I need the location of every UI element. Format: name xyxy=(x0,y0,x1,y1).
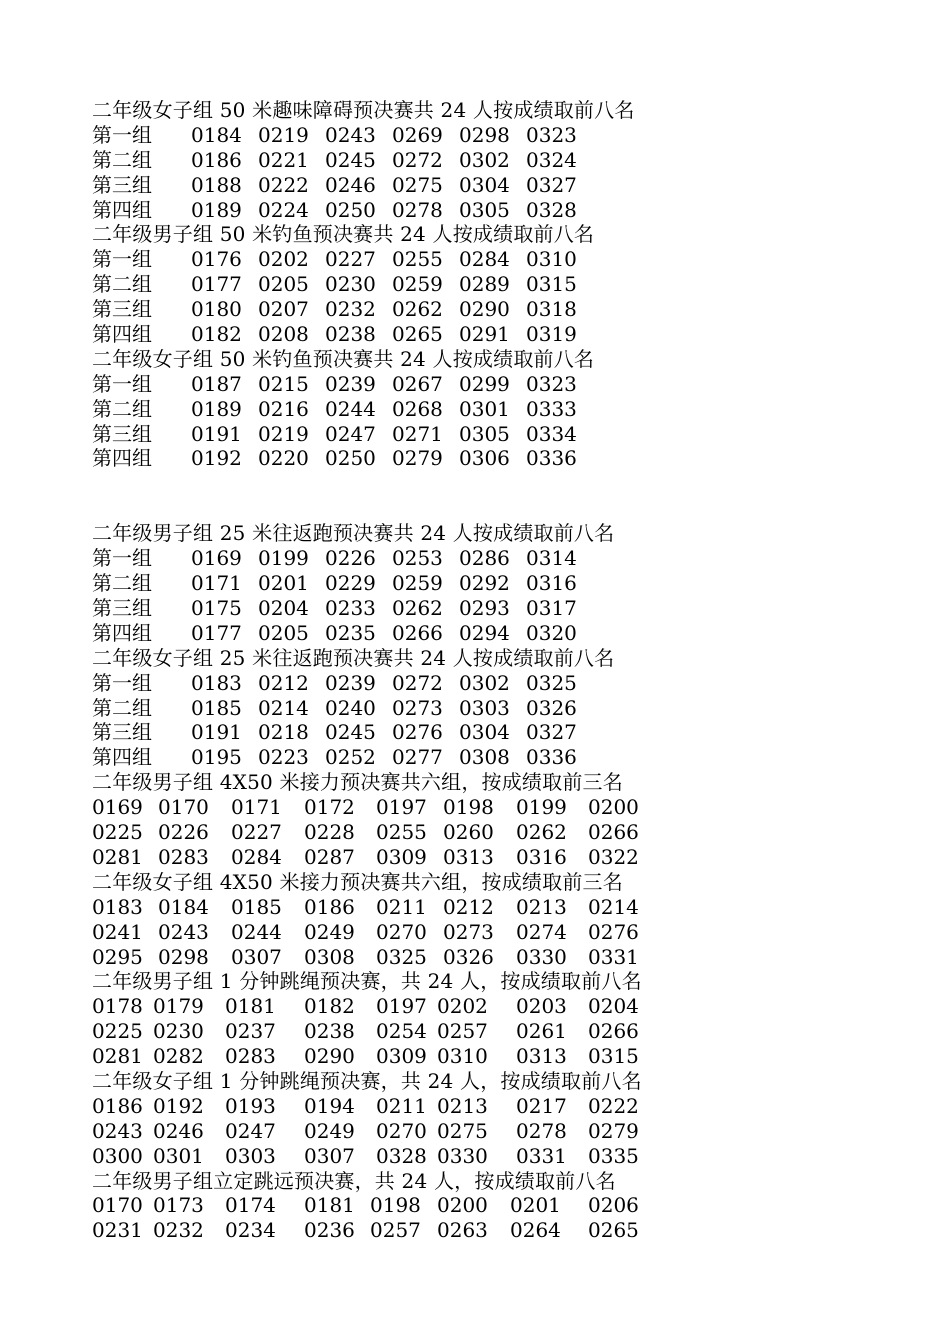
entry-row xyxy=(92,1144,912,1169)
athlete-number: 0177 xyxy=(191,620,242,645)
athlete-number: 0330 xyxy=(516,944,567,969)
athlete-number: 0330 xyxy=(437,1143,488,1168)
athlete-number: 0232 xyxy=(153,1218,204,1243)
athlete-number: 0290 xyxy=(304,1044,355,1069)
event-title: 二年级男子组 50 米钓鱼预决赛共 24 人按成绩取前八名 xyxy=(92,222,595,247)
athlete-number: 0208 xyxy=(258,322,309,347)
athlete-number: 0202 xyxy=(437,994,488,1019)
entry-row xyxy=(92,895,912,920)
athlete-number: 0232 xyxy=(325,297,376,322)
athlete-number: 0331 xyxy=(588,944,639,969)
athlete-number: 0178 xyxy=(92,994,143,1019)
athlete-number: 0240 xyxy=(325,695,376,720)
athlete-number: 0219 xyxy=(258,122,309,147)
athlete-number: 0291 xyxy=(459,322,510,347)
athlete-number: 0226 xyxy=(158,820,209,845)
athlete-number: 0253 xyxy=(392,546,443,571)
athlete-number: 0211 xyxy=(376,894,427,919)
entry-row xyxy=(92,198,912,223)
athlete-number: 0223 xyxy=(258,745,309,770)
athlete-number: 0333 xyxy=(526,396,577,421)
athlete-number: 0278 xyxy=(392,197,443,222)
athlete-number: 0201 xyxy=(258,571,309,596)
athlete-number: 0247 xyxy=(225,1118,276,1143)
athlete-number: 0317 xyxy=(526,596,577,621)
athlete-number: 0206 xyxy=(588,1193,639,1218)
athlete-number: 0274 xyxy=(516,919,567,944)
athlete-number: 0250 xyxy=(325,197,376,222)
athlete-number: 0176 xyxy=(191,247,242,272)
event-title: 二年级男子组 25 米往返跑预决赛共 24 人按成绩取前八名 xyxy=(92,521,615,546)
group-label: 第二组 xyxy=(92,571,152,596)
athlete-number: 0194 xyxy=(304,1093,355,1118)
group-label: 第四组 xyxy=(92,745,152,770)
athlete-number: 0186 xyxy=(92,1093,143,1118)
event-title: 二年级男子组立定跳远预决赛，共 24 人，按成绩取前八名 xyxy=(92,1168,616,1193)
athlete-number: 0227 xyxy=(325,247,376,272)
group-label: 第一组 xyxy=(92,371,152,396)
athlete-number: 0307 xyxy=(231,944,282,969)
event-title: 二年级女子组 50 米趣味障碍预决赛共 24 人按成绩取前八名 xyxy=(92,98,635,122)
athlete-number: 0204 xyxy=(588,994,639,1019)
athlete-number: 0228 xyxy=(304,820,355,845)
athlete-number: 0187 xyxy=(191,371,242,396)
athlete-number: 0304 xyxy=(459,720,510,745)
athlete-number: 0306 xyxy=(459,446,510,471)
entry-row xyxy=(92,422,912,447)
entry-row xyxy=(92,546,912,571)
entry-row xyxy=(92,845,912,870)
group-label: 第四组 xyxy=(92,322,152,347)
athlete-number: 0211 xyxy=(376,1093,427,1118)
athlete-number: 0272 xyxy=(392,147,443,172)
athlete-number: 0318 xyxy=(526,297,577,322)
athlete-number: 0212 xyxy=(258,670,309,695)
athlete-number: 0326 xyxy=(526,695,577,720)
athlete-number: 0217 xyxy=(516,1093,567,1118)
athlete-number: 0283 xyxy=(225,1044,276,1069)
athlete-number: 0179 xyxy=(153,994,204,1019)
athlete-number: 0254 xyxy=(376,1019,427,1044)
athlete-number: 0246 xyxy=(325,172,376,197)
athlete-number: 0191 xyxy=(191,421,242,446)
athlete-number: 0276 xyxy=(392,720,443,745)
event-title: 二年级女子组 50 米钓鱼预决赛共 24 人按成绩取前八名 xyxy=(92,346,595,371)
athlete-number: 0259 xyxy=(392,571,443,596)
athlete-number: 0284 xyxy=(459,247,510,272)
athlete-number: 0238 xyxy=(325,322,376,347)
athlete-number: 0244 xyxy=(231,919,282,944)
athlete-number: 0281 xyxy=(92,1044,143,1069)
athlete-number: 0336 xyxy=(526,446,577,471)
athlete-number: 0266 xyxy=(392,620,443,645)
athlete-number: 0177 xyxy=(191,272,242,297)
athlete-number: 0276 xyxy=(588,919,639,944)
athlete-number: 0229 xyxy=(325,571,376,596)
athlete-number: 0212 xyxy=(443,894,494,919)
athlete-number: 0174 xyxy=(225,1193,276,1218)
entry-row xyxy=(92,272,912,297)
athlete-number: 0238 xyxy=(304,1019,355,1044)
athlete-number: 0309 xyxy=(376,1044,427,1069)
athlete-number: 0301 xyxy=(459,396,510,421)
athlete-number: 0275 xyxy=(392,172,443,197)
athlete-number: 0255 xyxy=(392,247,443,272)
athlete-number: 0313 xyxy=(443,844,494,869)
athlete-number: 0197 xyxy=(376,994,427,1019)
athlete-number: 0245 xyxy=(325,720,376,745)
athlete-number: 0328 xyxy=(526,197,577,222)
athlete-number: 0175 xyxy=(191,596,242,621)
group-label: 第二组 xyxy=(92,147,152,172)
athlete-number: 0233 xyxy=(325,596,376,621)
athlete-number: 0205 xyxy=(258,272,309,297)
athlete-number: 0298 xyxy=(459,122,510,147)
athlete-number: 0326 xyxy=(443,944,494,969)
athlete-number: 0323 xyxy=(526,371,577,396)
athlete-number: 0325 xyxy=(526,670,577,695)
athlete-number: 0182 xyxy=(191,322,242,347)
athlete-number: 0171 xyxy=(191,571,242,596)
entry-row xyxy=(92,372,912,397)
athlete-number: 0308 xyxy=(304,944,355,969)
group-label: 第三组 xyxy=(92,421,152,446)
athlete-number: 0313 xyxy=(516,1044,567,1069)
athlete-number: 0200 xyxy=(437,1193,488,1218)
athlete-number: 0278 xyxy=(516,1118,567,1143)
athlete-number: 0195 xyxy=(191,745,242,770)
athlete-number: 0221 xyxy=(258,147,309,172)
athlete-number: 0199 xyxy=(516,795,567,820)
athlete-number: 0257 xyxy=(437,1019,488,1044)
athlete-number: 0186 xyxy=(191,147,242,172)
athlete-number: 0169 xyxy=(92,795,143,820)
athlete-number: 0264 xyxy=(510,1218,561,1243)
athlete-number: 0180 xyxy=(191,297,242,322)
athlete-number: 0325 xyxy=(376,944,427,969)
athlete-number: 0203 xyxy=(516,994,567,1019)
athlete-number: 0261 xyxy=(516,1019,567,1044)
entry-row xyxy=(92,720,912,745)
athlete-number: 0282 xyxy=(153,1044,204,1069)
entry-row xyxy=(92,671,912,696)
athlete-number: 0216 xyxy=(258,396,309,421)
athlete-number: 0270 xyxy=(376,1118,427,1143)
group-label: 第二组 xyxy=(92,396,152,421)
athlete-number: 0294 xyxy=(459,620,510,645)
athlete-number: 0260 xyxy=(443,820,494,845)
athlete-number: 0275 xyxy=(437,1118,488,1143)
athlete-number: 0302 xyxy=(459,670,510,695)
group-label: 第一组 xyxy=(92,546,152,571)
athlete-number: 0245 xyxy=(325,147,376,172)
entry-row xyxy=(92,297,912,322)
athlete-number: 0266 xyxy=(588,820,639,845)
group-label: 第二组 xyxy=(92,272,152,297)
athlete-number: 0295 xyxy=(92,944,143,969)
athlete-number: 0277 xyxy=(392,745,443,770)
athlete-number: 0331 xyxy=(516,1143,567,1168)
event-title: 二年级女子组 25 米往返跑预决赛共 24 人按成绩取前八名 xyxy=(92,645,615,670)
group-label: 第四组 xyxy=(92,620,152,645)
athlete-number: 0244 xyxy=(325,396,376,421)
athlete-number: 0189 xyxy=(191,396,242,421)
athlete-number: 0184 xyxy=(158,894,209,919)
event-title: 二年级女子组 1 分钟跳绳预决赛，共 24 人，按成绩取前八名 xyxy=(92,1068,642,1093)
athlete-number: 0184 xyxy=(191,122,242,147)
entry-row xyxy=(92,1193,912,1218)
entry-row xyxy=(92,247,912,272)
group-label: 第一组 xyxy=(92,670,152,695)
athlete-number: 0188 xyxy=(191,172,242,197)
athlete-number: 0303 xyxy=(225,1143,276,1168)
athlete-number: 0170 xyxy=(92,1193,143,1218)
athlete-number: 0293 xyxy=(459,596,510,621)
athlete-number: 0268 xyxy=(392,396,443,421)
athlete-number: 0257 xyxy=(370,1218,421,1243)
athlete-number: 0243 xyxy=(92,1118,143,1143)
athlete-number: 0201 xyxy=(510,1193,561,1218)
athlete-number: 0227 xyxy=(231,820,282,845)
athlete-number: 0310 xyxy=(437,1044,488,1069)
group-label: 第三组 xyxy=(92,172,152,197)
athlete-number: 0230 xyxy=(325,272,376,297)
athlete-number: 0249 xyxy=(304,919,355,944)
athlete-number: 0255 xyxy=(376,820,427,845)
athlete-number: 0287 xyxy=(304,844,355,869)
athlete-number: 0183 xyxy=(92,894,143,919)
athlete-number: 0301 xyxy=(153,1143,204,1168)
entry-row xyxy=(92,1094,912,1119)
athlete-number: 0198 xyxy=(443,795,494,820)
entry-row xyxy=(92,446,912,471)
athlete-number: 0316 xyxy=(516,844,567,869)
athlete-number: 0262 xyxy=(516,820,567,845)
group-label: 第三组 xyxy=(92,297,152,322)
entry-row xyxy=(92,397,912,422)
athlete-number: 0262 xyxy=(392,297,443,322)
athlete-number: 0222 xyxy=(258,172,309,197)
athlete-number: 0222 xyxy=(588,1093,639,1118)
athlete-number: 0237 xyxy=(225,1019,276,1044)
athlete-number: 0193 xyxy=(225,1093,276,1118)
athlete-number: 0262 xyxy=(392,596,443,621)
athlete-number: 0214 xyxy=(588,894,639,919)
athlete-number: 0243 xyxy=(158,919,209,944)
athlete-number: 0267 xyxy=(392,371,443,396)
athlete-number: 0225 xyxy=(92,820,143,845)
athlete-number: 0298 xyxy=(158,944,209,969)
athlete-number: 0270 xyxy=(376,919,427,944)
athlete-number: 0308 xyxy=(459,745,510,770)
athlete-number: 0271 xyxy=(392,421,443,446)
athlete-number: 0170 xyxy=(158,795,209,820)
athlete-number: 0215 xyxy=(258,371,309,396)
entry-row xyxy=(92,148,912,173)
athlete-number: 0230 xyxy=(153,1019,204,1044)
athlete-number: 0183 xyxy=(191,670,242,695)
athlete-number: 0198 xyxy=(370,1193,421,1218)
athlete-number: 0197 xyxy=(376,795,427,820)
athlete-number: 0279 xyxy=(588,1118,639,1143)
athlete-number: 0181 xyxy=(304,1193,355,1218)
athlete-number: 0304 xyxy=(459,172,510,197)
athlete-number: 0289 xyxy=(459,272,510,297)
athlete-number: 0328 xyxy=(376,1143,427,1168)
athlete-number: 0269 xyxy=(392,122,443,147)
entry-row xyxy=(92,820,912,845)
athlete-number: 0225 xyxy=(92,1019,143,1044)
athlete-number: 0226 xyxy=(325,546,376,571)
athlete-number: 0231 xyxy=(92,1218,143,1243)
entry-row xyxy=(92,1019,912,1044)
athlete-number: 0239 xyxy=(325,670,376,695)
athlete-number: 0319 xyxy=(526,322,577,347)
athlete-number: 0241 xyxy=(92,919,143,944)
athlete-number: 0283 xyxy=(158,844,209,869)
athlete-number: 0239 xyxy=(325,371,376,396)
entry-row xyxy=(92,123,912,148)
event-title: 二年级女子组 4X50 米接力预决赛共六组，按成绩取前三名 xyxy=(92,869,623,894)
athlete-number: 0234 xyxy=(225,1218,276,1243)
athlete-number: 0199 xyxy=(258,546,309,571)
athlete-number: 0305 xyxy=(459,197,510,222)
athlete-number: 0181 xyxy=(225,994,276,1019)
athlete-number: 0171 xyxy=(231,795,282,820)
athlete-number: 0315 xyxy=(526,272,577,297)
athlete-number: 0316 xyxy=(526,571,577,596)
athlete-number: 0272 xyxy=(392,670,443,695)
document-body xyxy=(92,98,912,1243)
athlete-number: 0235 xyxy=(325,620,376,645)
entry-row xyxy=(92,945,912,970)
entry-row xyxy=(92,1218,912,1243)
athlete-number: 0265 xyxy=(392,322,443,347)
group-label: 第三组 xyxy=(92,720,152,745)
athlete-number: 0191 xyxy=(191,720,242,745)
athlete-number: 0263 xyxy=(437,1218,488,1243)
entry-row xyxy=(92,920,912,945)
athlete-number: 0249 xyxy=(304,1118,355,1143)
athlete-number: 0324 xyxy=(526,147,577,172)
athlete-number: 0204 xyxy=(258,596,309,621)
entry-row xyxy=(92,621,912,646)
athlete-number: 0305 xyxy=(459,421,510,446)
athlete-number: 0336 xyxy=(526,745,577,770)
athlete-number: 0186 xyxy=(304,894,355,919)
entry-row xyxy=(92,596,912,621)
athlete-number: 0302 xyxy=(459,147,510,172)
athlete-number: 0265 xyxy=(588,1218,639,1243)
athlete-number: 0189 xyxy=(191,197,242,222)
athlete-number: 0309 xyxy=(376,844,427,869)
entry-row xyxy=(92,745,912,770)
athlete-number: 0214 xyxy=(258,695,309,720)
entry-row xyxy=(92,173,912,198)
athlete-number: 0252 xyxy=(325,745,376,770)
athlete-number: 0327 xyxy=(526,172,577,197)
athlete-number: 0182 xyxy=(304,994,355,1019)
athlete-number: 0299 xyxy=(459,371,510,396)
athlete-number: 0284 xyxy=(231,844,282,869)
athlete-number: 0314 xyxy=(526,546,577,571)
athlete-number: 0250 xyxy=(325,446,376,471)
entry-row xyxy=(92,994,912,1019)
athlete-number: 0310 xyxy=(526,247,577,272)
athlete-number: 0292 xyxy=(459,571,510,596)
athlete-number: 0290 xyxy=(459,297,510,322)
athlete-number: 0327 xyxy=(526,720,577,745)
group-label: 第四组 xyxy=(92,197,152,222)
event-title: 二年级男子组 4X50 米接力预决赛共六组，按成绩取前三名 xyxy=(92,770,623,795)
athlete-number: 0307 xyxy=(304,1143,355,1168)
entry-row xyxy=(92,1044,912,1069)
group-label: 第一组 xyxy=(92,122,152,147)
group-label: 第一组 xyxy=(92,247,152,272)
athlete-number: 0303 xyxy=(459,695,510,720)
athlete-number: 0192 xyxy=(191,446,242,471)
athlete-number: 0281 xyxy=(92,844,143,869)
athlete-number: 0247 xyxy=(325,421,376,446)
athlete-number: 0169 xyxy=(191,546,242,571)
entry-row xyxy=(92,1119,912,1144)
athlete-number: 0300 xyxy=(92,1143,143,1168)
athlete-number: 0286 xyxy=(459,546,510,571)
athlete-number: 0173 xyxy=(153,1193,204,1218)
event-title: 二年级男子组 1 分钟跳绳预决赛，共 24 人，按成绩取前八名 xyxy=(92,969,642,994)
athlete-number: 0218 xyxy=(258,720,309,745)
athlete-number: 0213 xyxy=(516,894,567,919)
athlete-number: 0224 xyxy=(258,197,309,222)
group-label: 第三组 xyxy=(92,596,152,621)
section-spacer xyxy=(92,471,912,521)
entry-row xyxy=(92,795,912,820)
athlete-number: 0243 xyxy=(325,122,376,147)
athlete-number: 0323 xyxy=(526,122,577,147)
athlete-number: 0205 xyxy=(258,620,309,645)
athlete-number: 0273 xyxy=(392,695,443,720)
athlete-number: 0315 xyxy=(588,1044,639,1069)
athlete-number: 0192 xyxy=(153,1093,204,1118)
athlete-number: 0279 xyxy=(392,446,443,471)
athlete-number: 0185 xyxy=(191,695,242,720)
athlete-number: 0266 xyxy=(588,1019,639,1044)
athlete-number: 0246 xyxy=(153,1118,204,1143)
athlete-number: 0334 xyxy=(526,421,577,446)
athlete-number: 0202 xyxy=(258,247,309,272)
athlete-number: 0322 xyxy=(588,844,639,869)
athlete-number: 0200 xyxy=(588,795,639,820)
athlete-number: 0236 xyxy=(304,1218,355,1243)
entry-row xyxy=(92,696,912,721)
athlete-number: 0259 xyxy=(392,272,443,297)
athlete-number: 0213 xyxy=(437,1093,488,1118)
athlete-number: 0220 xyxy=(258,446,309,471)
group-label: 第四组 xyxy=(92,446,152,471)
group-label: 第二组 xyxy=(92,695,152,720)
entry-row xyxy=(92,571,912,596)
athlete-number: 0273 xyxy=(443,919,494,944)
athlete-number: 0207 xyxy=(258,297,309,322)
athlete-number: 0335 xyxy=(588,1143,639,1168)
athlete-number: 0219 xyxy=(258,421,309,446)
athlete-number: 0185 xyxy=(231,894,282,919)
entry-row xyxy=(92,322,912,347)
athlete-number: 0172 xyxy=(304,795,355,820)
athlete-number: 0320 xyxy=(526,620,577,645)
